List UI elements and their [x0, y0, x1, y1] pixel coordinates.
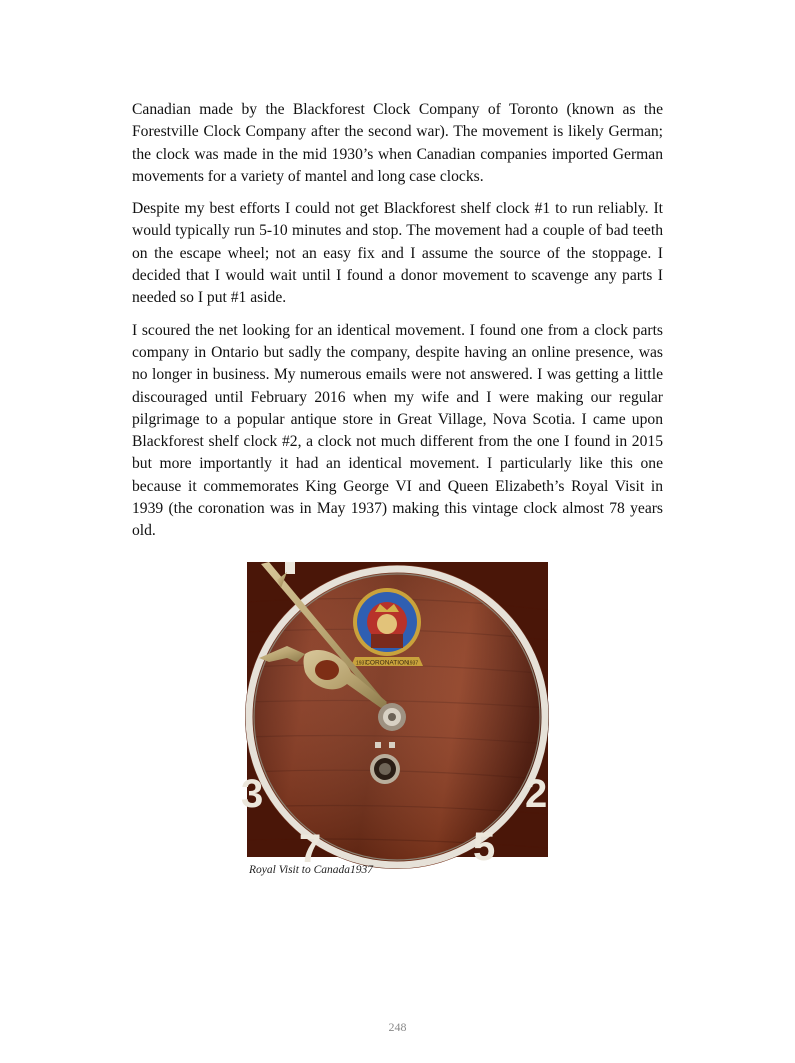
page-number: 248 — [388, 1020, 407, 1034]
paragraph-1: Canadian made by the Blackforest Clock Company of Toronto (known as the Forestville Clock Company after the second war). The movement is likely German; the clock was made in the mid 1930’s when Canadian companies imported German movements for a variety of mantel and long case clocks. — [132, 101, 663, 185]
numeral-bottom-left: 7 — [299, 827, 322, 871]
svg-text:1937: 1937 — [407, 660, 419, 667]
paragraph-3: I scoured the net looking for an identical movement. I found one from a clock parts company in Ontario but sadly the company, despite having an online presence, was no longer in business. My numerous emails were not answered. I was getting a little discouraged until February 2016 when my wife and I were making our regular pilgrimage to a popular antique store in Great Village, Nova Scotia. I came upon Blackforest shelf clock #2, a clock not much different from the one I found in 2015 but more importantly it had an identical movement. I particularly like this one because it commemorates King George VI and Queen Elizabeth’s Royal Visit in 1939 (the coronation was in May 1937) making this vintage clock almost 78 years old. — [132, 321, 663, 540]
numeral-left: 3 — [241, 772, 264, 816]
numeral-bottom-right: 5 — [473, 825, 496, 869]
paragraph-2: Despite my best efforts I could not get Blackforest shelf clock #1 to run reliably. It would typically run 5-10 minutes and stop. The movement had a couple of bad teeth on the escape wheel; not an easy fix and I assume the source of the stoppage. I decided that I would wait until I found a donor movement to scavenge any parts I needed so I put #1 aside. — [132, 200, 663, 307]
svg-text:CORONATION: CORONATION — [365, 659, 409, 667]
body-text — [132, 99, 663, 553]
svg-text:1937: 1937 — [356, 660, 368, 667]
figure-caption: Royal Visit to Canada1937 — [249, 864, 374, 876]
numeral-right: 2 — [525, 772, 548, 816]
